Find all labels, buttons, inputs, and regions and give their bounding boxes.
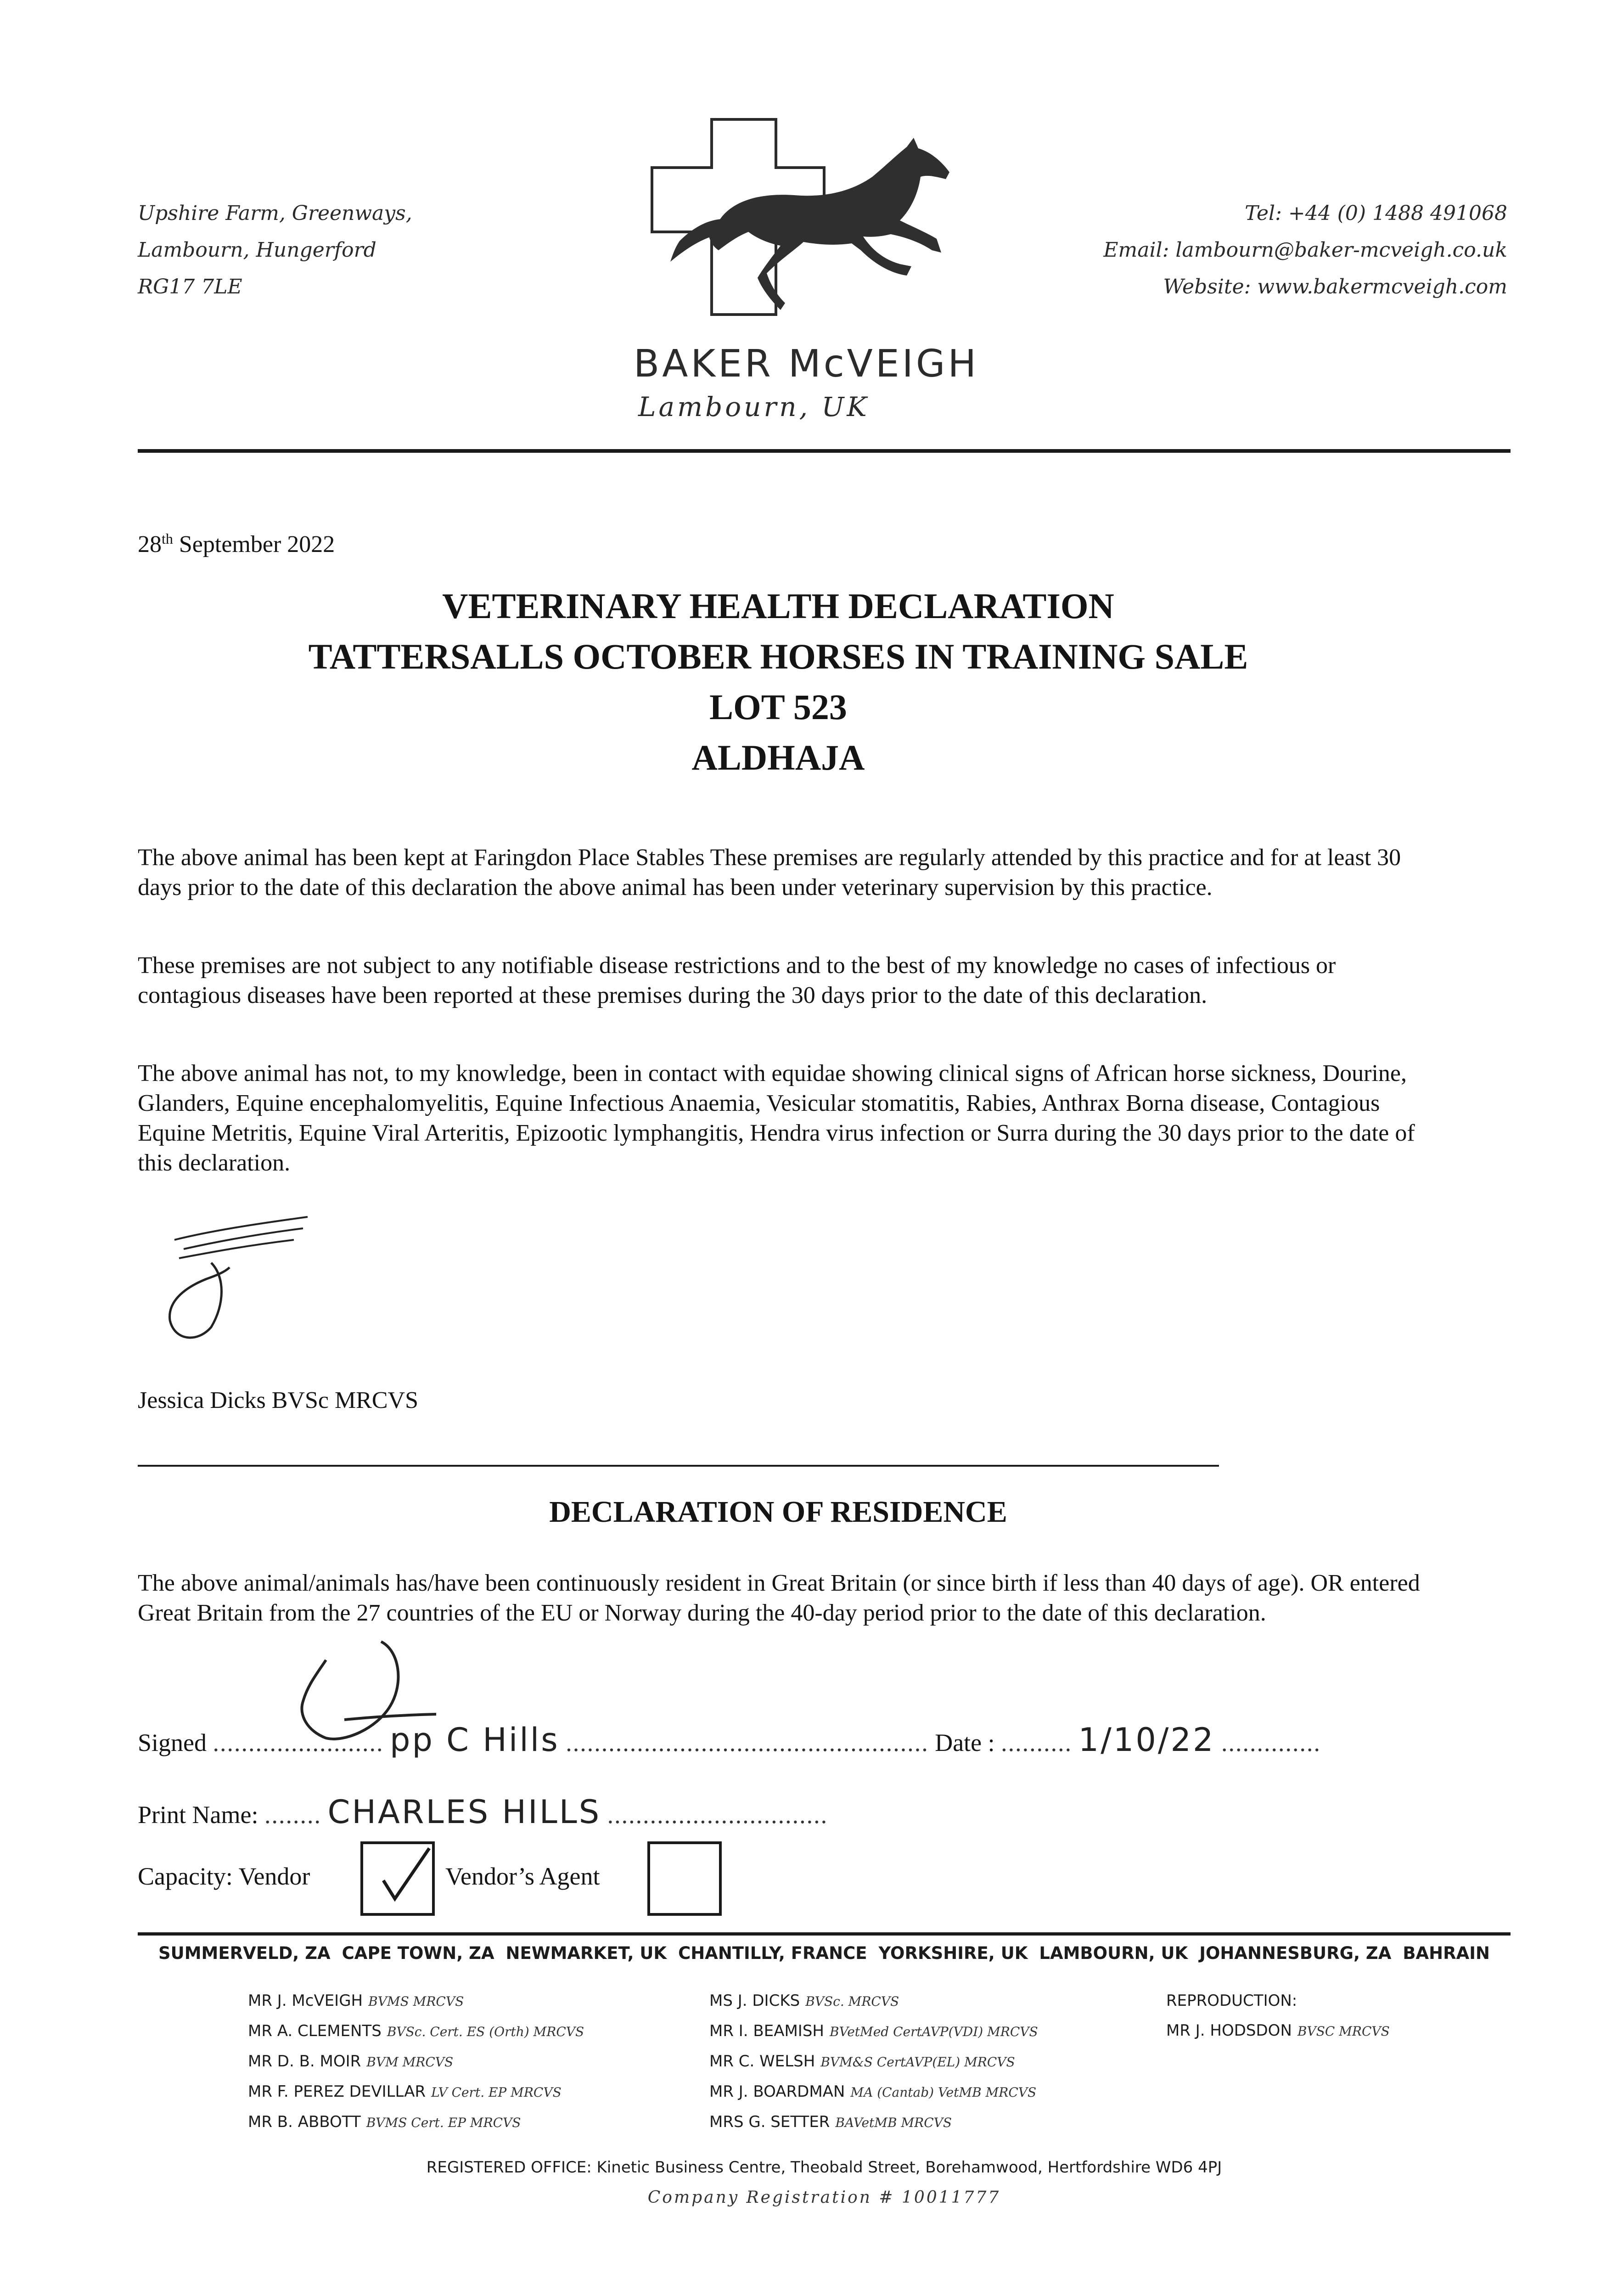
lot-number: LOT 523: [709, 687, 847, 727]
document-date: [138, 530, 335, 558]
residence-title: DECLARATION OF RESIDENCE: [549, 1495, 1007, 1529]
print-name-label: Print Name:: [138, 1801, 258, 1829]
office-list: [158, 1943, 1490, 1963]
title-block: [138, 581, 1419, 783]
staff-entry: MR I. BEAMISH BVetMed CertAVP(VDI) MRCVS: [709, 2022, 1038, 2040]
address-line: RG17 7LE: [138, 275, 242, 298]
staff-entry: MR J. BOARDMAN MA (Cantab) VetMB MRCVS: [709, 2082, 1037, 2101]
vendors-agent-label: Vendor’s Agent: [445, 1863, 600, 1890]
staff-entry: MR J. HODSDON BVSC MRCVS: [1166, 2021, 1390, 2040]
staff-column-2: [709, 1986, 1038, 2138]
address-block: [138, 195, 412, 305]
baker-mcveigh-logo: [643, 113, 992, 333]
print-name-value: CHARLES HILLS: [327, 1793, 601, 1831]
vet-signature: [156, 1212, 321, 1345]
phone: Tel: +44 (0) 1488 491068: [1245, 202, 1507, 225]
address-line: Upshire Farm, Greenways,: [138, 202, 412, 225]
section-divider: [138, 1465, 1219, 1467]
email: Email: lambourn@baker-mcveigh.co.uk: [1103, 238, 1507, 262]
brand-name: BAKER McVEIGH: [634, 342, 979, 386]
office-item: SUMMERVELD, ZA: [158, 1943, 331, 1963]
contact-block: [1103, 195, 1507, 305]
staff-column-1: [248, 1986, 584, 2138]
date-suffix: th: [162, 530, 173, 547]
staff-entry: MR D. B. MOIR BVM MRCVS: [248, 2052, 454, 2071]
office-item: CHANTILLY, FRANCE: [678, 1943, 867, 1963]
office-item: LAMBOURN, UK: [1039, 1943, 1188, 1963]
office-item: CAPE TOWN, ZA: [342, 1943, 494, 1963]
check-mark-icon: [367, 1844, 436, 1913]
office-item: JOHANNESBURG, ZA: [1199, 1943, 1392, 1963]
office-item: BAHRAIN: [1403, 1943, 1490, 1963]
sale-title: TATTERSALLS OCTOBER HORSES IN TRAINING SALE: [308, 636, 1248, 676]
staff-column-3: [1166, 1986, 1390, 2046]
staff-entry: MR F. PEREZ DEVILLAR LV Cert. EP MRCVS: [248, 2082, 562, 2101]
signed-field: Signed ........................ pp C Hills ................................................... Date : .......... 1/10/22 ..............: [138, 1721, 1321, 1759]
staff-entry: MS J. DICKS BVSc. MRCVS: [709, 1992, 899, 2010]
vendors-agent-checkbox[interactable]: [647, 1841, 722, 1916]
paragraph-restrictions: These premises are not subject to any notifiable disease restrictions and to the best of my knowledge no cases of infectious or contagious diseases have been reported at these premises during the 30 days prior to the date of this declaration.: [138, 952, 1336, 1008]
print-name-field: Print Name: ........ CHARLES HILLS ...............................: [138, 1793, 828, 1831]
website: Website: www.bakermcveigh.com: [1163, 275, 1507, 298]
staff-entry: MR C. WELSH BVM&S CertAVP(EL) MRCVS: [709, 2052, 1015, 2071]
date-day: 28: [138, 531, 162, 557]
paragraph-premises: The above animal has been kept at Faringdon Place Stables These premises are regularly attended by this practice and for at least 30 days prior to the date of this declaration the above animal has been under veterinary supervision by this practice.: [138, 844, 1401, 900]
signed-label: Signed: [138, 1729, 207, 1756]
staff-entry: MR B. ABBOTT BVMS Cert. EP MRCVS: [248, 2113, 521, 2131]
address-line: Lambourn, Hungerford: [138, 238, 376, 262]
date-rest: September 2022: [179, 531, 335, 557]
vet-signatory-name: Jessica Dicks BVSc MRCVS: [138, 1387, 419, 1413]
document-title: VETERINARY HEALTH DECLARATION: [442, 586, 1114, 626]
reproduction-heading: REPRODUCTION:: [1166, 1992, 1297, 2010]
signed-value: pp C Hills: [390, 1721, 560, 1759]
brand-location: Lambourn, UK: [638, 391, 870, 422]
staff-entry: MR A. CLEMENTS BVSc. Cert. ES (Orth) MRCVS: [248, 2022, 584, 2040]
footer-divider: [138, 1932, 1511, 1936]
office-item: YORKSHIRE, UK: [878, 1943, 1028, 1963]
office-item: NEWMARKET, UK: [505, 1943, 667, 1963]
staff-entry: MRS G. SETTER BAVetMB MRCVS: [709, 2113, 952, 2131]
horse-name: ALDHAJA: [691, 737, 865, 777]
header-divider: [138, 449, 1511, 453]
residence-text: The above animal/animals has/have been continuously resident in Great Britain (or since birth if less than 40 days of age). OR entered Great Britain from the 27 countries of the EU or Norway during the 40-day period prior to the date of this declaration.: [138, 1570, 1420, 1626]
date-label: Date :: [935, 1729, 995, 1756]
staff-entry: MR J. McVEIGH BVMS MRCVS: [248, 1992, 464, 2010]
date-value: 1/10/22: [1078, 1721, 1215, 1759]
company-registration: Company Registration # 10011777: [647, 2188, 1001, 2207]
paragraph-contact-diseases: The above animal has not, to my knowledge, been in contact with equidae showing clinical signs of African horse sickness, Dourine, Glanders, Equine encephalomyelitis, Equine Infectious Anaemia, Vesicular stomatitis, Rabies, Anthrax Borna disease, Contagious Equine Metritis, Equine Viral Arteritis, Epizootic lymphangitis, Hendra virus infection or Surra during the 30 days prior to the date of this declaration.: [138, 1060, 1415, 1176]
registered-office: REGISTERED OFFICE: Kinetic Business Centre, Theobald Street, Borehamwood, Hertfordshire WD6 4PJ: [426, 2158, 1222, 2177]
capacity-label: Capacity: Vendor: [138, 1863, 310, 1890]
